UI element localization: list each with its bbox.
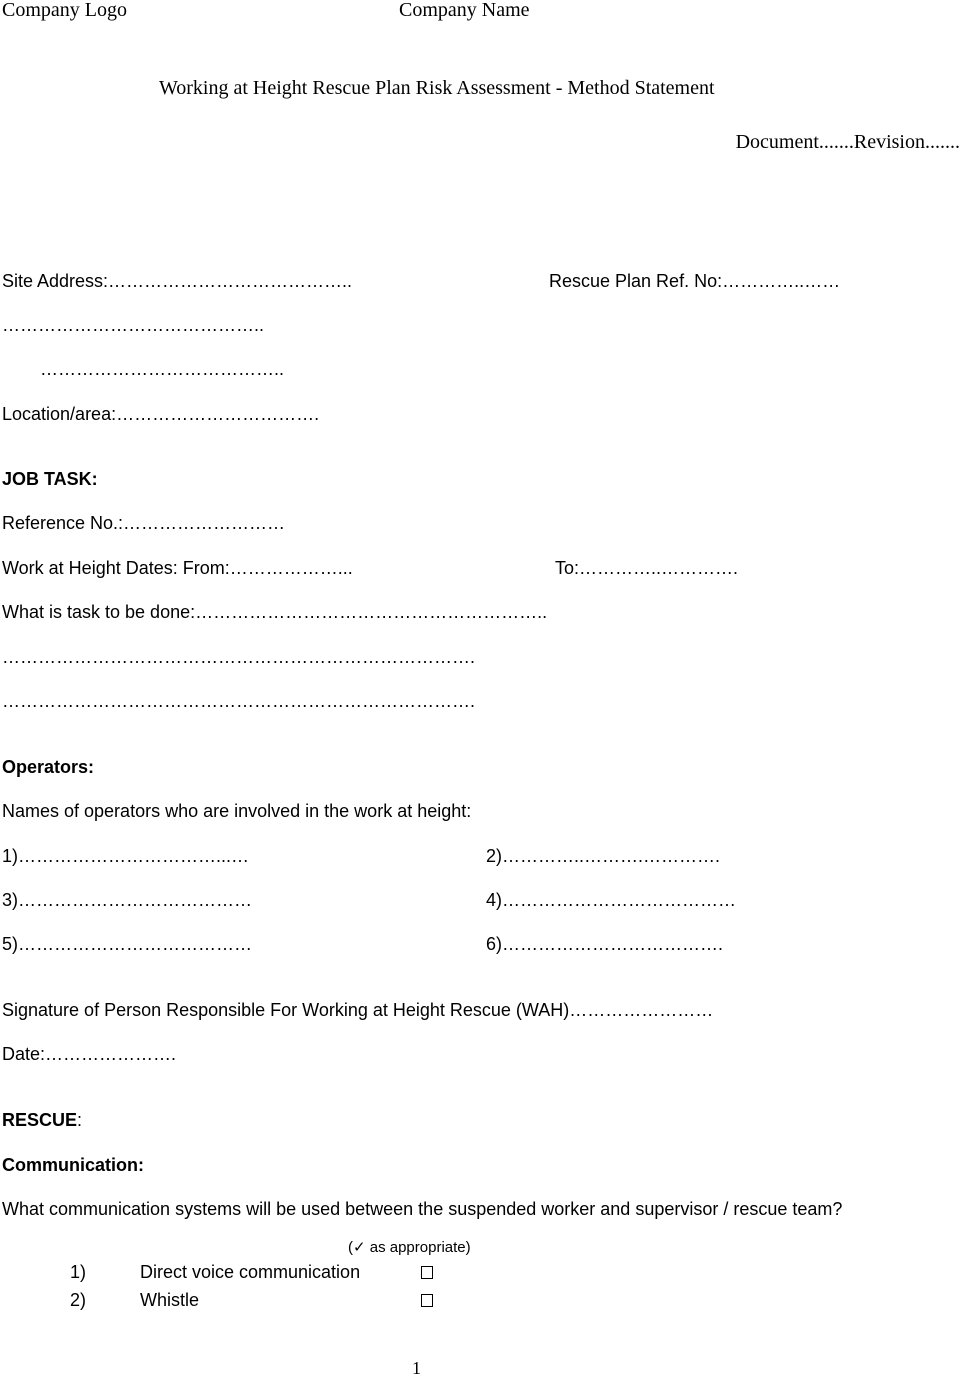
task-description-field: What is task to be done:………………………………………………….. — [2, 602, 548, 622]
job-task-heading: JOB TASK: — [2, 469, 98, 489]
rescue-heading-colon: : — [77, 1110, 83, 1130]
rescue-heading-text: RESCUE — [2, 1110, 78, 1130]
reference-no-field: Reference No.:……………………… — [2, 513, 286, 533]
operator-4-field: 4)………………………………… — [486, 890, 737, 910]
page-number: 1 — [412, 1358, 421, 1378]
date-field: Date:…………………. — [2, 1044, 177, 1064]
location-area-field: Location/area:……………………………. — [2, 404, 320, 424]
operator-1-field: 1)……………………………...… — [2, 846, 250, 866]
site-address-line-2: …………………………………….. — [2, 315, 265, 335]
document-title: Working at Height Rescue Plan Risk Assessment - Method Statement — [159, 77, 715, 99]
operators-names-label: Names of operators who are involved in the work at height: — [2, 801, 472, 821]
document-revision: Document.......Revision....... — [735, 131, 960, 153]
task-description-line-2: ……………………………………………………………………. — [2, 647, 476, 667]
company-logo-text: Company Logo — [2, 0, 127, 21]
rescue-plan-ref-field: Rescue Plan Ref. No:…………..…… — [549, 271, 841, 291]
site-address-line-3: ………………………………….. — [40, 359, 285, 379]
option-2-number: 2) — [70, 1290, 87, 1310]
communication-heading: Communication: — [2, 1155, 144, 1175]
option-1-number: 1) — [70, 1262, 87, 1282]
option-1-label: Direct voice communication — [140, 1262, 361, 1282]
company-name-text: Company Name — [399, 0, 530, 21]
dates-to-field: To:…………..…………. — [555, 558, 739, 578]
communication-question: What communication systems will be used between the suspended worker and supervisor / rescue team? — [2, 1199, 843, 1219]
site-address-field: Site Address:………………………………….. — [2, 271, 353, 291]
operator-2-field: 2)…………..……….…………. — [486, 846, 721, 866]
option-1-checkbox[interactable] — [421, 1266, 433, 1279]
option-2-label: Whistle — [140, 1290, 200, 1310]
dates-from-field: Work at Height Dates: From:………………... — [2, 558, 353, 578]
signature-field: Signature of Person Responsible For Working at Height Rescue (WAH)…………………… — [2, 1000, 714, 1020]
operator-3-field: 3)………………………………… — [2, 890, 253, 910]
operator-5-field: 5)………………………………… — [2, 934, 253, 954]
operators-heading: Operators: — [2, 757, 95, 777]
operator-6-field: 6)………………………………. — [486, 934, 724, 954]
appropriate-note: (✓ as appropriate) — [348, 1239, 471, 1256]
rescue-heading — [2, 1110, 82, 1131]
option-2-checkbox[interactable] — [421, 1294, 433, 1307]
task-description-line-3: ……………………………………………………………………. — [2, 691, 476, 711]
